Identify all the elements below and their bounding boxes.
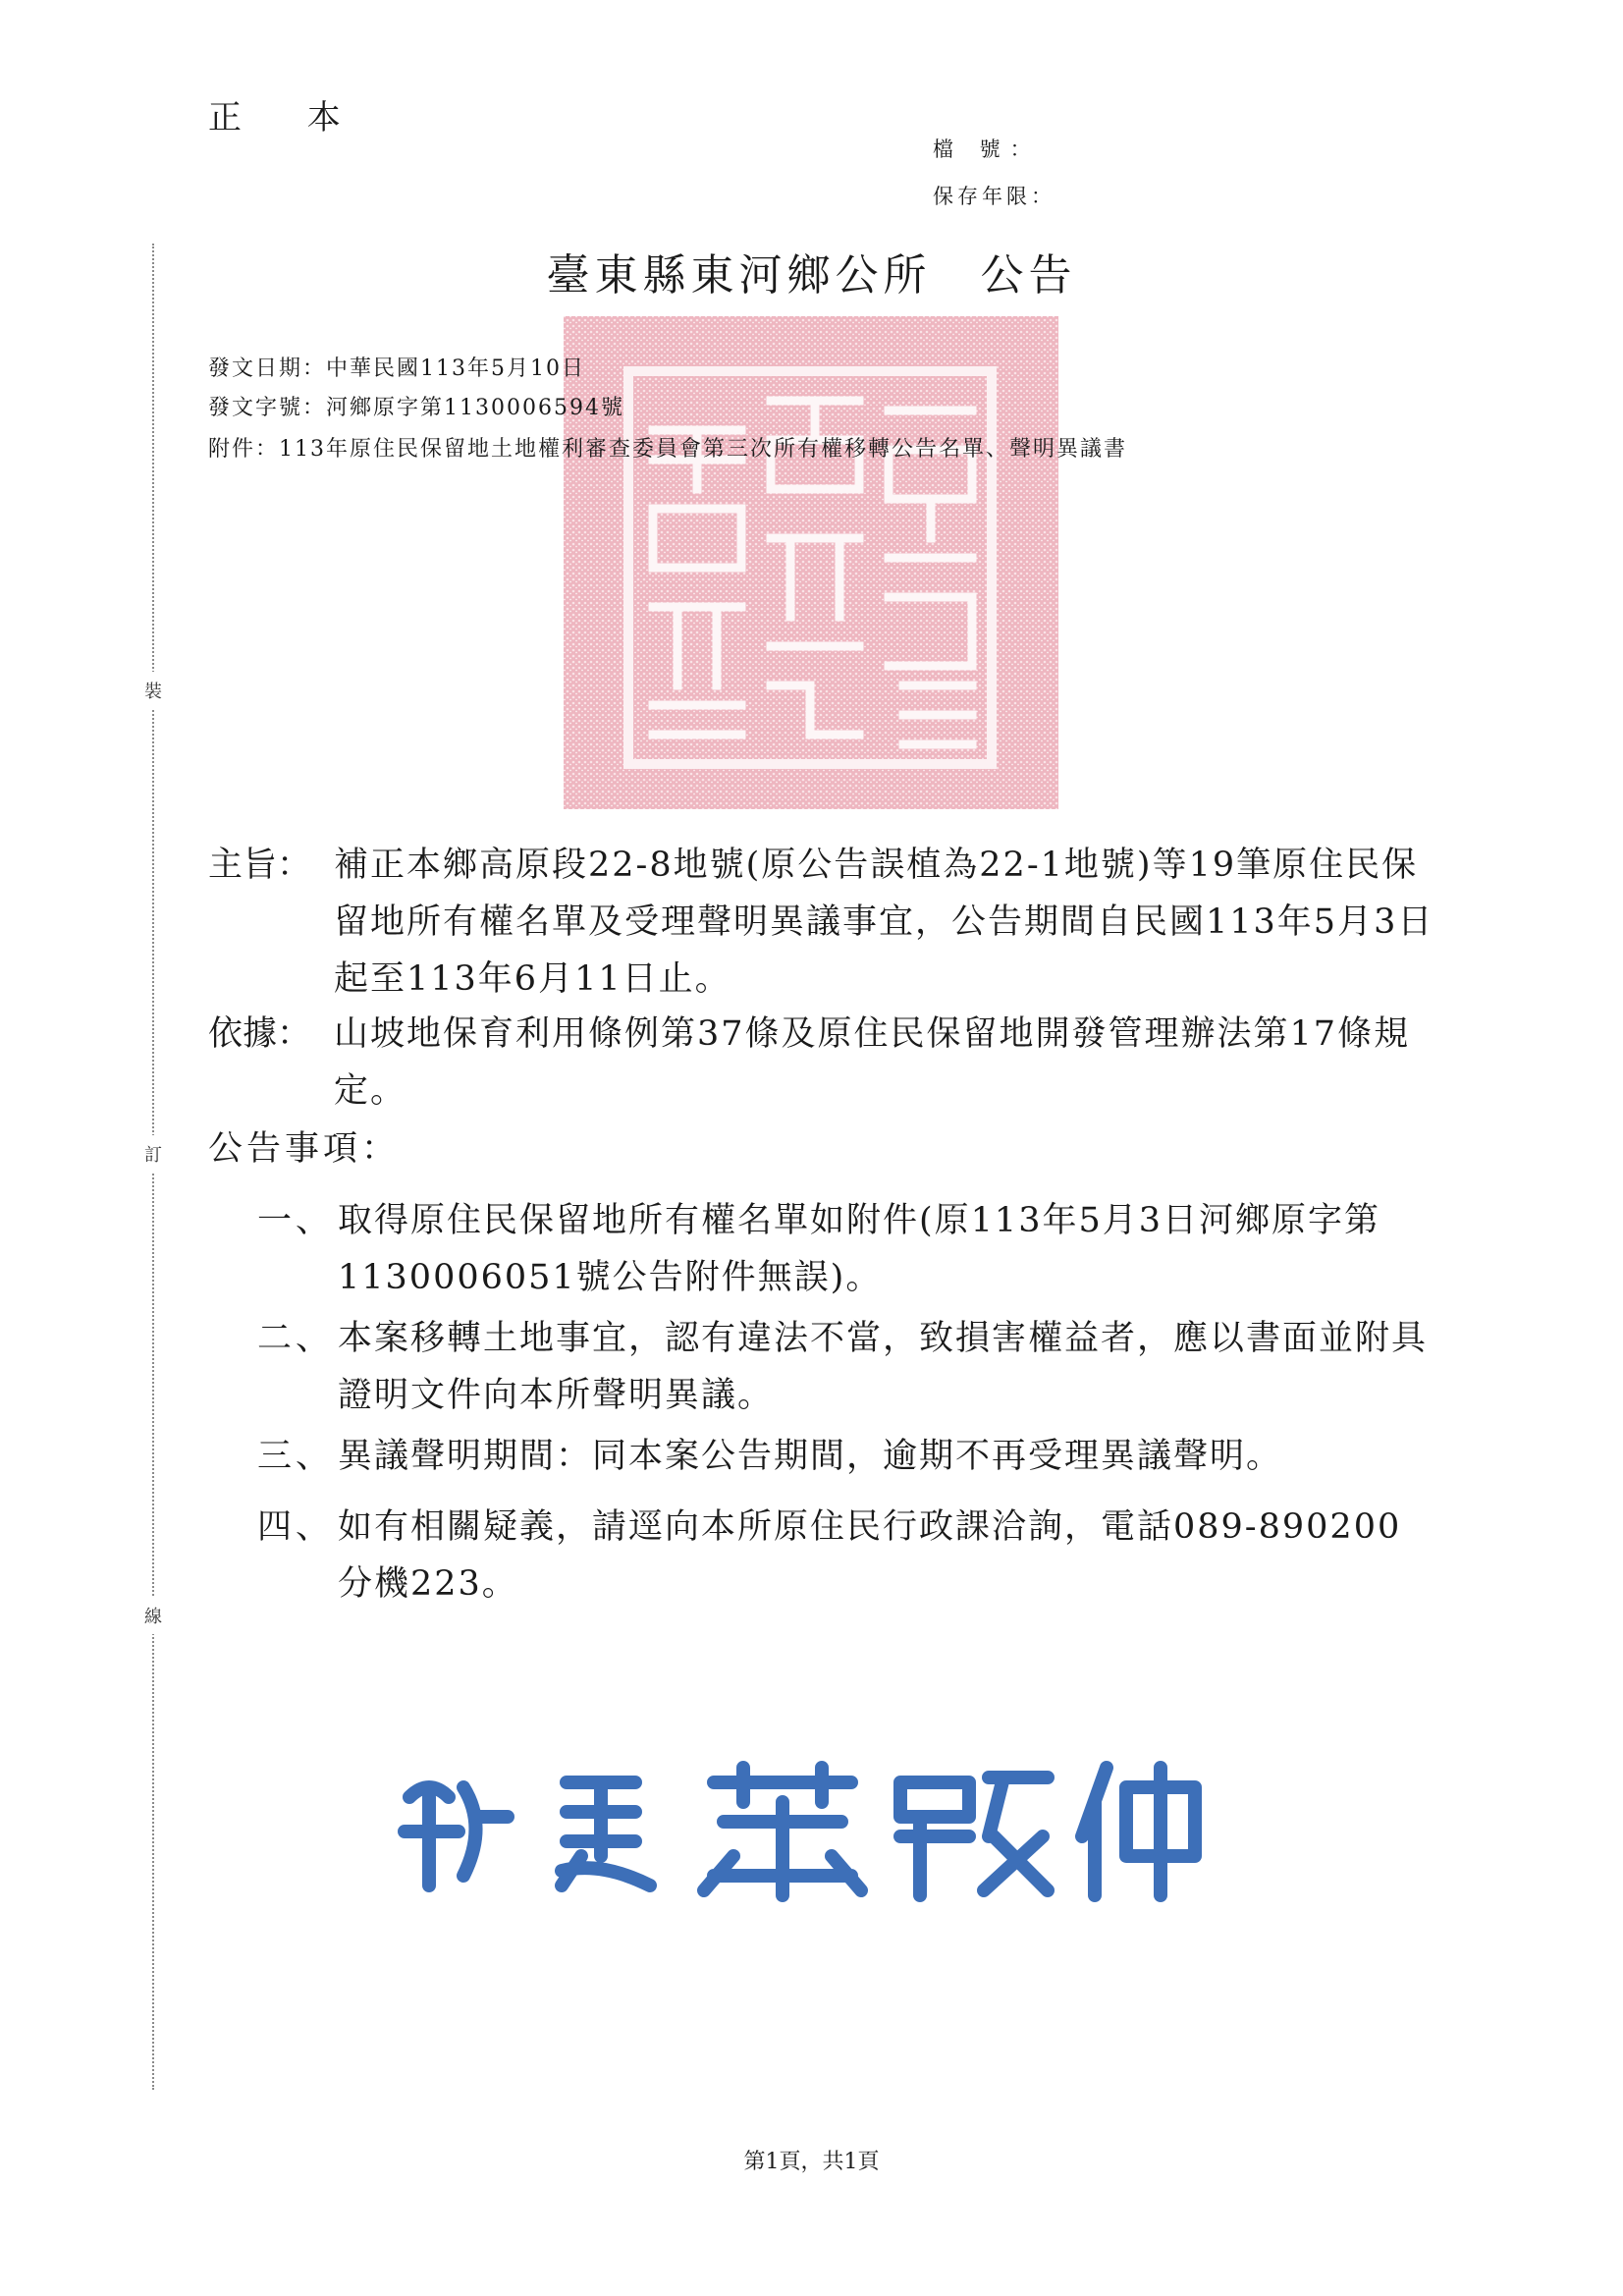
notice-item [257, 1428, 1435, 1485]
mayor-signature-stamp [0, 1758, 1623, 1905]
binding-mark-zhuang: 裝 [141, 672, 165, 709]
binding-mark-ding: 訂 [141, 1135, 165, 1173]
basis-text: 山坡地保育利用條例第37條及原住民保留地開發管理辦法第17條規定。 [334, 1014, 1411, 1111]
notice-item-number: 四、 [257, 1507, 335, 1547]
document-number: 發文字號：河鄉原字第1130006594號 [208, 396, 624, 420]
notice-item [257, 1310, 1435, 1424]
retention-period-label: 保存年限： [933, 185, 1055, 208]
official-seal-stamp [560, 312, 1062, 813]
notice-item-text: 本案移轉土地事宜，認有違法不當，致損害權益者，應以書面並附具證明文件向本所聲明異議。 [338, 1319, 1429, 1415]
subject-text: 補正本鄉高原段22-8地號(原公告誤植為22-1地號)等19筆原住民保留地所有權名單及受理聲明異議事宜，公告期間自民國113年5月3日起至113年6月11日止。 [334, 846, 1434, 999]
notice-item-text: 如有相關疑義，請逕向本所原住民行政課洽詢，電話089-890200分機223。 [338, 1507, 1402, 1604]
document-type: 公告 [980, 250, 1077, 301]
notice-item-text: 取得原住民保留地所有權名單如附件(原113年5月3日河鄉原字第1130006051號公告附件無誤)。 [338, 1201, 1380, 1297]
issue-date: 發文日期：中華民國113年5月10日 [208, 356, 585, 381]
notice-item [257, 1499, 1435, 1613]
file-number-label: 檔 號： [933, 137, 1041, 161]
document-title [0, 240, 1623, 302]
notice-items-heading: 公告事項： [208, 1129, 401, 1169]
notice-item-number: 一、 [257, 1201, 335, 1240]
attachment-line: 附件：113年原住民保留地土地權利審查委員會第三次所有權移轉公告名單、聲明異議書 [208, 437, 1127, 462]
subject-paragraph [208, 837, 1435, 1008]
subject-label: 主旨： [208, 846, 312, 885]
page-number-footer: 第1頁，共1頁 [743, 2150, 880, 2174]
basis-label: 依據： [208, 1014, 312, 1054]
notice-item-number: 三、 [257, 1437, 335, 1476]
basis-paragraph [208, 1006, 1435, 1120]
original-copy-mark: 正 本 [208, 98, 368, 137]
notice-item [257, 1192, 1435, 1306]
notice-item-text: 異議聲明期間：同本案公告期間，逾期不再受理異議聲明。 [338, 1437, 1283, 1476]
notice-item-number: 二、 [257, 1319, 335, 1358]
binding-mark-xian: 線 [141, 1597, 165, 1634]
issuing-office: 臺東縣東河鄉公所 [546, 250, 932, 301]
